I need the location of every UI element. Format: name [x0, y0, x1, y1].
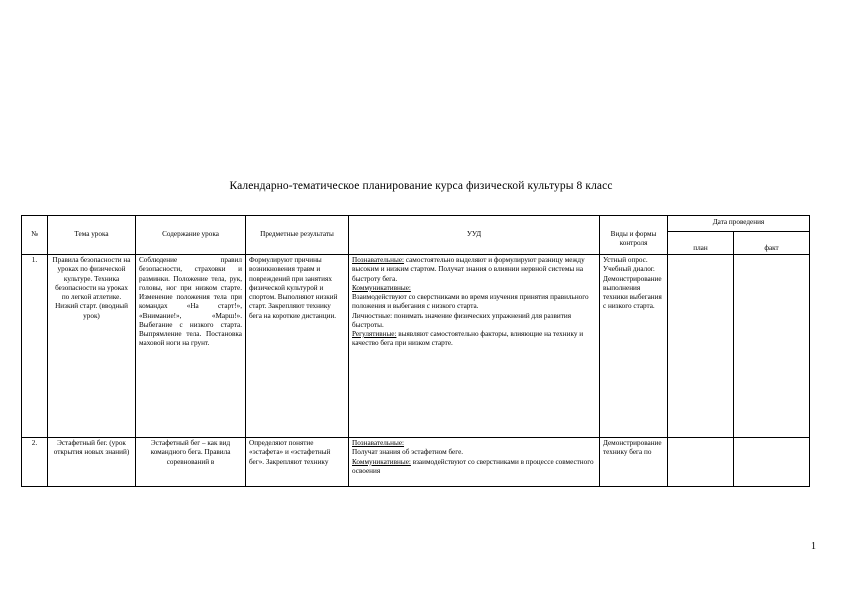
lesson-plan-table	[21, 215, 810, 487]
lesson-uud	[349, 255, 600, 438]
lesson-results: Определяют понятие «эстафета» и «эстафетный бег». Закрепляют технику	[246, 438, 349, 487]
header-content: Содержание урока	[136, 216, 246, 255]
uud-line	[352, 284, 596, 293]
header-plan: план	[668, 232, 734, 255]
document-title: Календарно-тематическое планирование курса физической культуры 8 класс	[229, 180, 613, 192]
lesson-results: Формулируют причины возникновения травм и повреждений при занятиях физической культурой и спортом. Выполняют низкий старт. Закрепляют технику бега на короткие дистанции.	[246, 255, 349, 438]
header-num: №	[22, 216, 48, 255]
header-fact: факт	[734, 232, 810, 255]
uud-label: Познавательные:	[352, 256, 405, 265]
table-row	[22, 438, 810, 487]
uud-text: Получат знания об эстафетном беге.	[352, 448, 464, 457]
page-number: 1	[811, 541, 816, 552]
lesson-content: Соблюдение правил безопасности, страховки и разминки. Положение тела, рук, головы, ног при низком старте. Изменение положения тела при командах «На старт!», «Внимание!», «Марш!». Выбегание с низкого старта. Выпрямление тела. Постановка маховой ноги на грунт.	[136, 255, 246, 438]
uud-line	[352, 448, 596, 457]
header-row-top	[22, 216, 810, 232]
lesson-topic: Правила безопасности на уроках по физической культуре. Техника безопасности на уроках по легкой атлетике. Низкий старт. (вводный урок)	[48, 255, 136, 438]
uud-line	[352, 330, 596, 348]
lesson-date-fact	[734, 255, 810, 438]
header-results: Предметные результаты	[246, 216, 349, 255]
uud-text: выявляют самостоятельно факторы, влияющие на технику и качество бега при низком старте.	[352, 329, 584, 348]
uud-label: Регулятивные:	[352, 329, 397, 338]
uud-label: Коммуникативные:	[352, 283, 411, 292]
header-uud: УУД	[349, 216, 600, 255]
lesson-number: 2.	[22, 438, 48, 487]
uud-line	[352, 312, 596, 330]
uud-line	[352, 458, 596, 476]
lesson-topic: Эстафетный бег. (урок открытия новых знаний)	[48, 438, 136, 487]
uud-text: Личностные: понимать значение физических упражнений для развития быстроты.	[352, 311, 572, 329]
lesson-number: 1.	[22, 255, 48, 438]
uud-line	[352, 293, 596, 311]
uud-line	[352, 439, 596, 448]
uud-text: взаимодействуют со сверстниками в процессе совместного освоения	[352, 457, 594, 475]
lesson-content: Эстафетный бег – как вид командного бега. Правила соревнований в	[136, 438, 246, 487]
uud-label: Коммуникативные:	[352, 457, 411, 466]
header-activities: Виды и формы контроля	[600, 216, 668, 255]
header-date-group: Дата проведения	[668, 216, 810, 232]
lesson-uud	[349, 438, 600, 487]
lesson-date-fact	[734, 438, 810, 487]
table-row	[22, 255, 810, 438]
lesson-date-plan	[668, 255, 734, 438]
lesson-activities: Демонстрирование технику бега по	[600, 438, 668, 487]
header-topic: Тема урока	[48, 216, 136, 255]
lesson-date-plan	[668, 438, 734, 487]
uud-label: Познавательные:	[352, 439, 405, 448]
uud-text: самостоятельно выделяют и формулируют разницу между высоким и низким стартом. Получат знания о влиянии нервной системы на быстроту бега.	[352, 256, 585, 283]
lesson-activities: Устный опрос. Учебный диалог. Демонстрирование выполнения техники выбегания с низкого старта.	[600, 255, 668, 438]
uud-text: Взаимодействуют со сверстниками во время изучения принятия правильного положения и выбегания с низкого старта.	[352, 293, 589, 311]
uud-line	[352, 256, 596, 284]
